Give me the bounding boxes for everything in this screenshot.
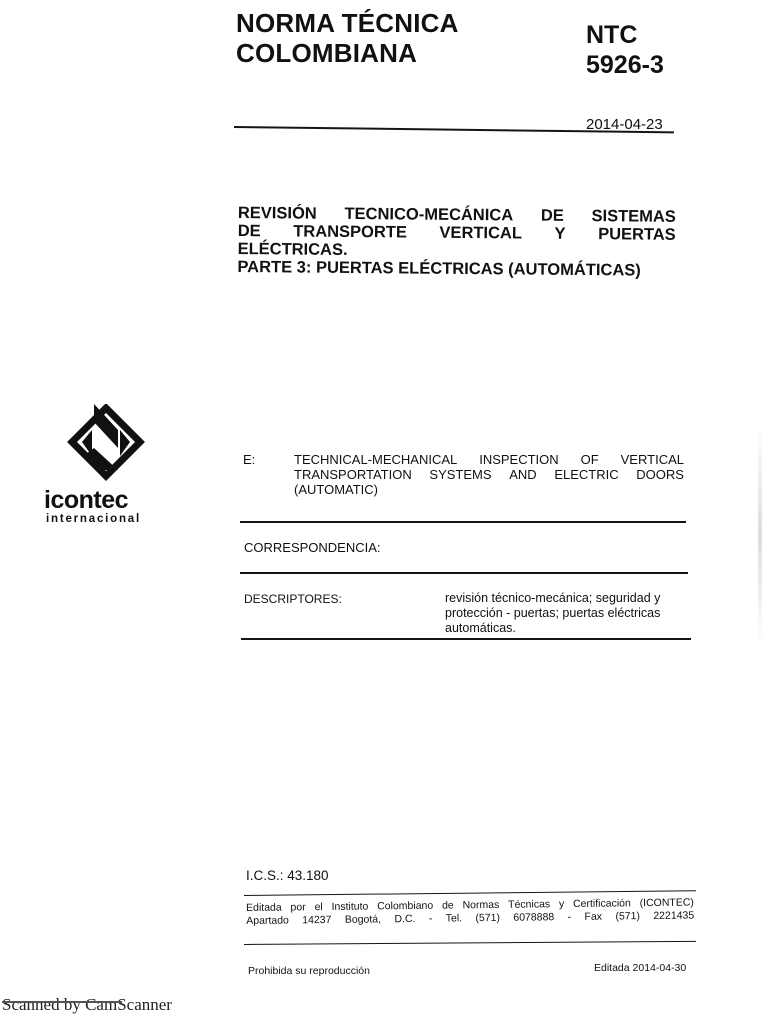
publisher-word: Normas [462,898,500,912]
scan-strike-line [2,1001,122,1003]
title-word: TECNICO-MECÁNICA [344,204,514,225]
title-word: DE [237,221,261,241]
standard-type-title [236,8,536,68]
publisher-word: Tel. [445,912,463,925]
publisher-word: de [441,899,454,912]
publisher-word: (571) [615,910,640,923]
logo-wordmark: icontec [44,486,129,514]
descriptor-line: automáticas. [445,621,516,635]
title-word: REVISIÓN [237,204,317,223]
descriptores-text [445,591,690,636]
divider [240,572,688,574]
english-word: INSPECTION [479,452,559,467]
english-word: (AUTOMATIC) [294,482,379,497]
publisher-word: - [428,912,433,925]
publisher-word: 14237 [302,913,332,927]
divider [241,638,691,640]
publisher-word: Certificación [572,897,631,911]
logo-subtitle: internacional [46,513,141,525]
publisher-word: Apartado [246,914,289,927]
title-word: ELÉCTRICAS. [237,239,348,259]
publisher-word: Colombiano [377,899,434,913]
divider [240,521,686,523]
english-word: TRANSPORTATION [294,467,412,482]
descriptor-line: revisión técnico-mecánica; seguridad y [445,591,661,605]
divider [244,941,696,945]
english-label: E: [243,452,256,467]
publisher-word: D.C. [394,912,416,926]
correspondencia-label: CORRESPONDENCIA: [244,540,381,555]
publisher-word: Bogotá, [344,913,382,926]
publisher-word: Fax [584,910,603,923]
reproduction-notice: Prohibida su reproducción [248,965,370,977]
title-word: DE [540,206,564,225]
publisher-word: el [314,901,323,914]
descriptores-label: DESCRIPTORES: [244,592,342,606]
title-word: PUERTAS [598,225,676,244]
scanner-watermark: Scanned by CamScanner [2,995,172,1014]
publisher-info [246,897,694,928]
code-prefix: NTC [586,21,638,49]
publisher-word: Editada [246,901,282,914]
standard-code [586,20,696,80]
publisher-word: Técnicas [508,898,551,911]
title-word: SISTEMAS [591,207,676,226]
title-word: TRANSPORTE [293,222,407,242]
scan-edge-shadow [758,425,762,645]
publisher-word: - [567,911,572,924]
edition-date: Editada 2014-04-30 [594,962,687,974]
english-word: OF [580,452,599,467]
english-row [294,452,684,467]
publisher-word: y [558,898,565,911]
publisher-word: 6078888 [513,911,555,924]
english-row [294,482,684,497]
ratification-date: 2014-04-23 [586,116,663,133]
part-title: PARTE 3: PUERTAS ELÉCTRICAS (AUTOMÁTICAS) [237,257,641,280]
english-word: ELECTRIC [554,467,619,482]
english-word: SYSTEMS [429,467,492,482]
divider [244,890,696,896]
english-word: AND [509,467,537,482]
english-word: VERTICAL [620,452,684,467]
ics-code: I.C.S.: 43.180 [246,868,329,883]
english-title [294,452,684,497]
document-title [237,204,676,280]
english-word: TECHNICAL-MECHANICAL [294,452,458,467]
publisher-word: por [290,901,306,914]
publisher-word: Instituto [331,900,369,913]
title-word: VERTICAL [439,223,523,243]
english-word: DOORS [636,467,684,482]
icontec-logo-icon [44,404,164,484]
english-row [294,467,684,482]
title-line: NORMA TÉCNICA [236,8,459,38]
title-word: Y [554,224,566,243]
publisher-word: (ICONTEC) [639,896,694,910]
publisher-word: 2221435 [653,909,695,923]
publisher-word: (571) [475,911,501,925]
code-number: 5926-3 [586,51,664,79]
descriptor-line: protección - puertas; puertas eléctricas [445,606,661,620]
title-line: COLOMBIANA [236,38,418,68]
